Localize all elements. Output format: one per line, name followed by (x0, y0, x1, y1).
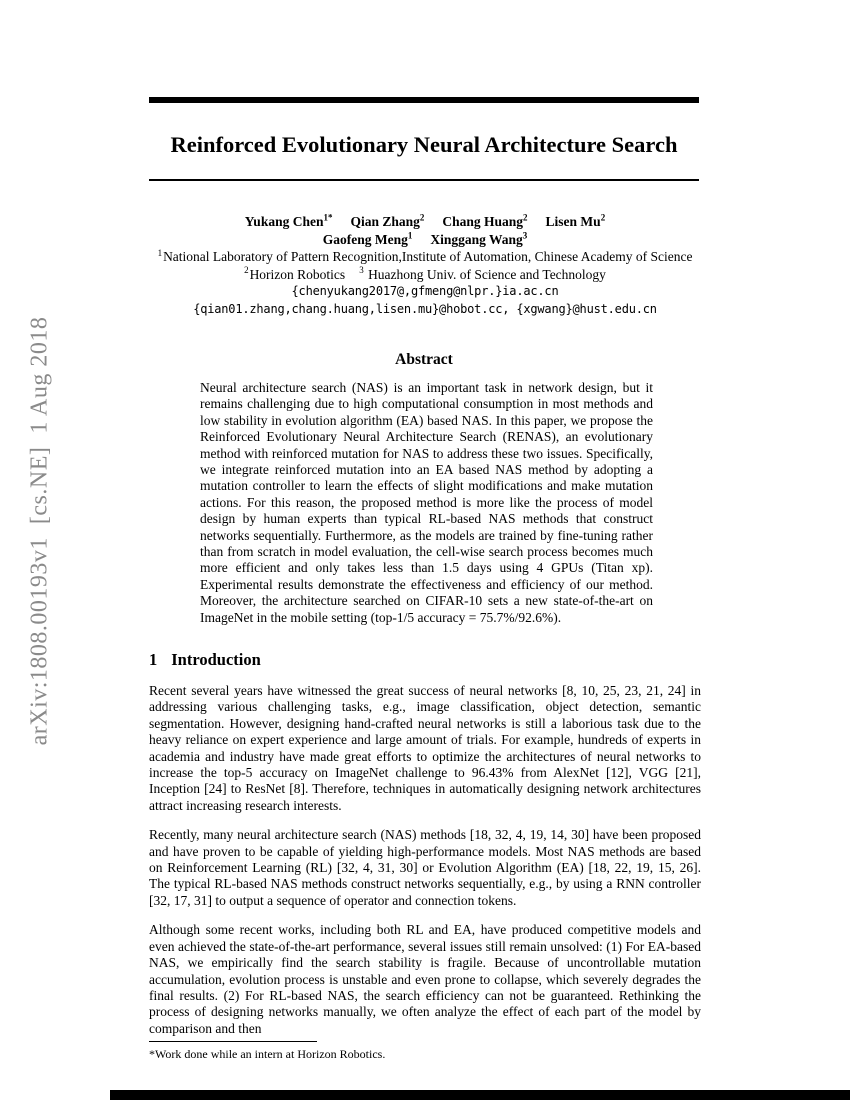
section-number: 1 (149, 650, 158, 669)
author-name (323, 232, 413, 247)
email-line-1: {chenyukang2017@,gfmeng@nlpr.}ia.ac.cn (291, 284, 559, 298)
author-affiliation-mark: 1* (323, 212, 333, 223)
affiliation-mark: 2 (244, 265, 249, 275)
author-name (546, 214, 606, 229)
author-name (430, 232, 527, 247)
email-line-2: {qian01.zhang,chang.huang,lisen.mu}@hobot.cc, {xgwang}@hust.edu.cn (193, 301, 657, 316)
affiliation-mark: 1 (157, 247, 163, 258)
author-name-text: Xinggang Wang (430, 231, 523, 247)
author-line-2 (100, 231, 750, 249)
page-bottom-bar (110, 1090, 850, 1100)
intro-paragraph-3: Although some recent works, including both RL and EA, have produced competitive models and even achieved the state-of-the-art performance, several issues still remain unsolved: (1) For EA-based NAS, we empirically find the search stability is fragile. Because of uncontrollable mutation accumulation, evolution process is unstable and even prone to collapse, which severely degrades the final results. (2) For RL-based NAS, the search efficiency can not be guaranteed. Rethinking the process of designing networks manually, we often analyze the effect of each part of the model by comparison and then (149, 922, 701, 1036)
affiliation-line-2 (100, 266, 750, 284)
author-name-text: Chang Huang (442, 214, 524, 229)
footnote: *Work done while an intern at Horizon Robotics. (149, 1047, 386, 1061)
affiliation-text: Huazhong Univ. of Science and Technology (368, 266, 606, 282)
arxiv-watermark: arXiv:1808.00193v1 [cs.NE] 1 Aug 2018 (26, 316, 53, 746)
author-name-text: Gaofeng Meng (322, 231, 408, 247)
paper-title: Reinforced Evolutionary Neural Architecture Search (170, 132, 678, 157)
section-heading (149, 650, 701, 670)
section-title: Introduction (171, 650, 261, 669)
title-rule (149, 179, 699, 181)
intro-paragraph-1: Recent several years have witnessed the great success of neural networks [8, 10, 25, 23, 21, 24] in addressing various challenging tasks, e.g., image classification, object detection, semantic segmentation. However, designing hand-crafted neural networks is still a laborious task due to the heavy reliance on expert experience and large amount of trials. For example, hundreds of experts in academia and industry have made great efforts to optimize the architectures of neural networks to increase the top-5 accuracy on ImageNet challenge to 96.43% from AlexNet [12], VGG [21], Inception [24] to ResNet [8]. Therefore, techniques in automatically designing network architectures attract increasing research interests. (149, 683, 701, 813)
authors-block (100, 213, 750, 318)
affiliation-mark: 3 (359, 265, 364, 275)
footnote-rule (149, 1041, 317, 1042)
author-name (245, 214, 333, 229)
author-name-text: Lisen Mu (545, 214, 601, 229)
author-affiliation-mark: 1 (407, 230, 413, 240)
author-name (442, 214, 527, 229)
abstract-text: Neural architecture search (NAS) is an important task in network design, but it remains challenging due to high computational consumption in most methods and low stability in evolution algorithm (EA) based NAS. In this paper, we propose the Reinforced Evolutionary Neural Architecture Search (RENAS), an evolutionary method with reinforced mutation for NAS to address these two issues. Specifically, we integrate reinforced mutation into an EA based NAS method by adopting a mutation controller to learn the effects of slight modifications and make mutation actions. For this reason, the proposed method is more like the process of model design by human experts than typical RL-based NAS methods that construct networks sequentially. Furthermore, as the models are trained by fine-tuning rather than from scratch in model evaluation, the cell-wise search process becomes much more efficient and only takes less than 1.5 days using 4 GPUs (Titan xp). Experimental results demonstrate the effectiveness and efficiency of our method. Moreover, the architecture searched on CIFAR-10 sets a new state-of-the-art on ImageNet in the mobile setting (top-1/5 accuracy = 75.7%/92.6%). (200, 380, 653, 625)
affiliation-text: National Laboratory of Pattern Recognition,Institute of Automation, Chinese Academy of Science (163, 249, 693, 264)
author-affiliation-mark: 2 (419, 212, 425, 223)
introduction-section (149, 650, 701, 1037)
author-name-text: Yukang Chen (244, 214, 324, 229)
author-line-1 (100, 213, 750, 231)
intro-paragraph-2: Recently, many neural architecture search (NAS) methods [18, 32, 4, 19, 14, 30] have been proposed and have proven to be capable of yielding high-performance models. Most NAS methods are based on Reinforcement Learning (RL) [32, 4, 31, 30] or Evolution Algorithm (EA) [18, 22, 19, 15, 26]. The typical RL-based NAS methods construct networks sequentially, e.g., by using a RNN controller [32, 17, 31] to output a sequence of operator and connection tokens. (149, 827, 701, 908)
author-name (350, 214, 424, 229)
affiliation-text: Horizon Robotics (249, 266, 346, 282)
author-affiliation-mark: 2 (523, 212, 528, 223)
author-affiliation-mark: 2 (600, 212, 606, 223)
top-rule (149, 97, 699, 103)
author-name-text: Qian Zhang (350, 214, 420, 229)
abstract-heading: Abstract (395, 351, 453, 368)
author-affiliation-mark: 3 (522, 230, 528, 240)
affiliation-line-1 (100, 248, 750, 266)
